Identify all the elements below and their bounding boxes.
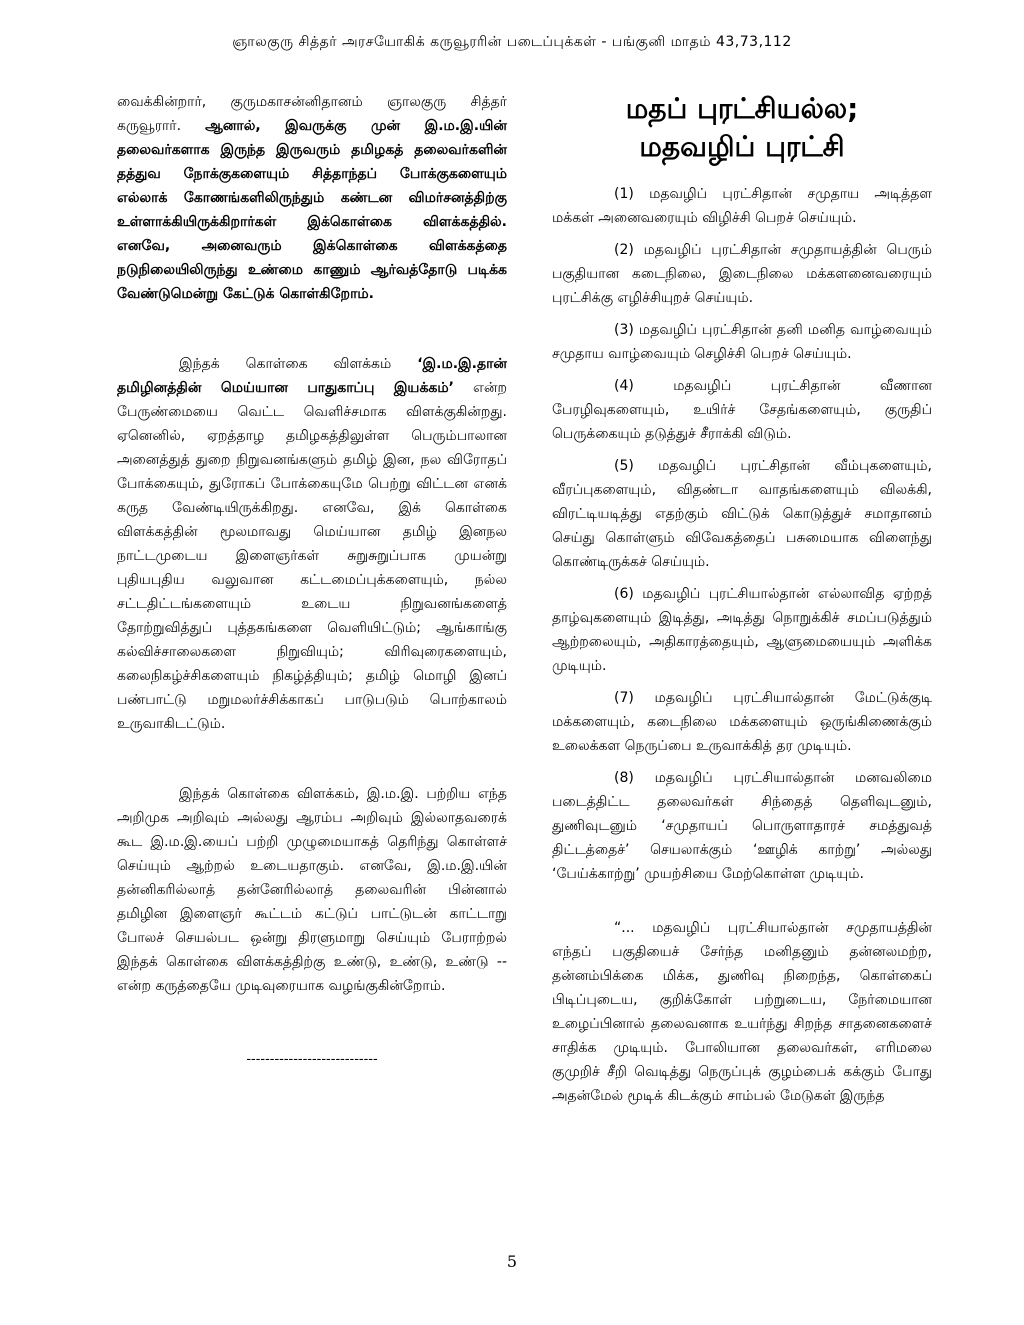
left-column [117,90,507,1072]
left-p1-bold-text: ஆனால், இவருக்கு முன் இ.ம.இ.யின் தலைவர்களாக இருந்த இருவரும் தமிழகத் தலைவர்களின் தத்துவ நோக்குகளையும் சித்தாந்தப் போக்குகளையும் எல்லாக் கோணங்களிலிருந்தும் கண்டன விமர்சனத்திற்கு உள்ளாக்கியிருக்கிறார்கள் இக்கொள்கை விளக்கத்தில். எனவே, அனைவரும் இக்கொள்கை விளக்கத்தை நடுநிலையிலிருந்து உண்மை காணும் ஆர்வத்தோடு படிக்க வேண்டுமென்று கேட்டுக் கொள்கிறோம். [117,118,508,302]
list-item: (8) மதவழிப் புரட்சியால்தான் மனவலிமை படைத்திட்ட தலைவர்கள் சிந்தைத் தெளிவுடனும், துணிவுடனும் ‘சமுதாயப் பொருளாதாரச் சமத்துவத் திட்டத்தைச்’ செயலாக்கும் ‘ஊழிக் காற்று’ அல்லது ‘பேய்க்காற்று’ முயற்சியை மேற்கொள்ள முடியும். [552,770,932,882]
left-paragraph-3: இந்தக் கொள்கை விளக்கம், இ.ம.இ. பற்றிய எந்த அறிமுக அறிவும் அல்லது ஆரம்ப அறிவும் இல்லாதவரைக் கூட இ.ம.இ.யைப் பற்றி முழுமையாகத் தெரிந்து கொள்ளச் செய்யும் ஆற்றல் உடையதாகும். எனவே, இ.ம.இ.யின் தன்னிகரில்லாத் தன்னேரில்லாத் தலைவரின் பின்னால் தமிழின இளைஞர் கூட்டம் கட்டுப் பாட்டுடன் காட்டாறு போலச் செயல்பட ஒன்று திரளுமாறு செய்யும் பேராற்றல் இந்தக் கொள்கை விளக்கத்திற்கு உண்டு, உண்டு, உண்டு -- என்ற கருத்தையே முடிவுரையாக வழங்குகின்றோம். [117,786,507,994]
title-line-1: மதப் புரட்சியல்ல; [625,92,859,125]
left-paragraph-1 [117,90,507,306]
list-item: (3) மதவழிப் புரட்சிதான் தனி மனித வாழ்வையும் சமுதாய வாழ்வையும் செழிச்சி பெறச் செய்யும். [552,322,932,362]
title-line-2: மதவழிப் புரட்சி [639,130,845,163]
page-header: ஞாலகுரு சித்தர் அரசயோகிக் கருவூரரின் படைப்புக்கள் - பங்குனி மாதம் 43,73,112 [232,34,792,50]
left-p2-text-a: இந்தக் கொள்கை விளக்கம் [179,356,418,372]
list-item: (5) மதவழிப் புரட்சிதான் வீம்புகளையும், வீரப்புகளையும், விதண்டா வாதங்களையும் விலக்கி, விரட்டியடித்து எதற்கும் விட்டுக் கொடுத்துச் சமாதானம் செய்து கொள்ளும் விவேகத்தைப் பசுமையாக விளைந்து கொண்டிருக்கச் செய்யும். [552,458,932,570]
right-column [552,90,932,1116]
quote-paragraph: “... மதவழிப் புரட்சியால்தான் சமுதாயத்தின் எந்தப் பகுதியைச் சேர்ந்த மனிதனும் தன்னலமற்ற, தன்னம்பிக்கை மிக்க, துணிவு நிறைந்த, கொள்கைப் பிடிப்புடைய, குறிக்கோள் பற்றுடைய, நேர்மையான உழைப்பினால் தலைவனாக உயர்ந்து சிறந்த சாதனைகளைச் சாதிக்க முடியும். போலியான தலைவர்கள், எரிமலை குமுறிச் சீறி வெடித்து நெருப்புக் குழம்பைக் கக்கும் போது அதன்மேல் மூடிக் கிடக்கும் சாம்பல் மேடுகள் இருந்த [552,920,932,1104]
section-title [552,90,932,166]
left-paragraph-2 [117,352,507,736]
section-divider: ---------------------------- [246,1052,378,1067]
list-item: (2) மதவழிப் புரட்சிதான் சமுதாயத்தின் பெரும் பகுதியான கடைநிலை, இடைநிலை மக்களனைவரையும் புரட்சிக்கு எழிச்சியுறச் செய்யும். [552,242,932,306]
list-item: (6) மதவழிப் புரட்சியால்தான் எல்லாவித ஏற்றத் தாழ்வுகளையும் இடித்து, அடித்து நொறுக்கிச் சமப்படுத்தும் ஆற்றலையும், அதிகாரத்தையும், ஆளுமையையும் அளிக்க முடியும். [552,586,932,674]
page-number: 5 [506,1252,518,1271]
left-p2-text-b: என்ற பேருண்மையை வெட்ட வெளிச்சமாக விளக்குகின்றது. ஏனெனில், ஏறத்தாழ தமிழகத்திலுள்ள பெரும்பாலான அனைத்துத் துறை நிறுவனங்களும் தமிழ் இன, நல விரோதப் போக்கையும், துரோகப் போக்கையுமே பெற்று விட்டன எனக் கருத வேண்டியிருக்கிறது. எனவே, இக் கொள்கை விளக்கத்தின் மூலமாவது மெய்யான தமிழ் இனநல நாட்டமுடைய இளைஞர்கள் சுறுசுறுப்பாக முயன்று புதியபுதிய வலுவான கட்டமைப்புக்களையும், நல்ல சட்டதிட்டங்களையும் உடைய நிறுவனங்களைத் தோற்றுவித்துப் புத்தகங்களை வெளியிட்டும்; ஆங்காங்கு கல்விச்சாலைகளை நிறுவியும்; விரிவுரைகளையும், கலைநிகழ்ச்சிகளையும் நிகழ்த்தியும்; தமிழ் மொழி இனப் பண்பாட்டு மறுமலர்ச்சிக்காகப் பாடுபடும் பொற்காலம் உருவாகிடட்டும். [117,380,507,732]
left-p1-text: வைக்கின்றார், குருமகாசன்னிதானம் ஞாலகுரு சித்தர் கருவூரார். [117,94,507,134]
list-item: (4) மதவழிப் புரட்சிதான் வீணான பேரழிவுகளையும், உயிர்ச் சேதங்களையும், குருதிப் பெருக்கையும் தடுத்துச் சீராக்கி விடும். [552,378,932,442]
list-item: (1) மதவழிப் புரட்சிதான் சமுதாய அடித்தள மக்கள் அனைவரையும் விழிச்சி பெறச் செய்யும். [552,186,932,226]
left-p2-bold-text: ‘இ.ம.இ.தான் தமிழினத்தின் மெய்யான பாதுகாப்பு இயக்கம்’ [117,356,507,396]
list-item: (7) மதவழிப் புரட்சியால்தான் மேட்டுக்குடி மக்களையும், கடைநிலை மக்களையும் ஒருங்கிணைக்கும் உலைக்கள நெருப்பை உருவாக்கித் தர முடியும். [552,690,932,754]
